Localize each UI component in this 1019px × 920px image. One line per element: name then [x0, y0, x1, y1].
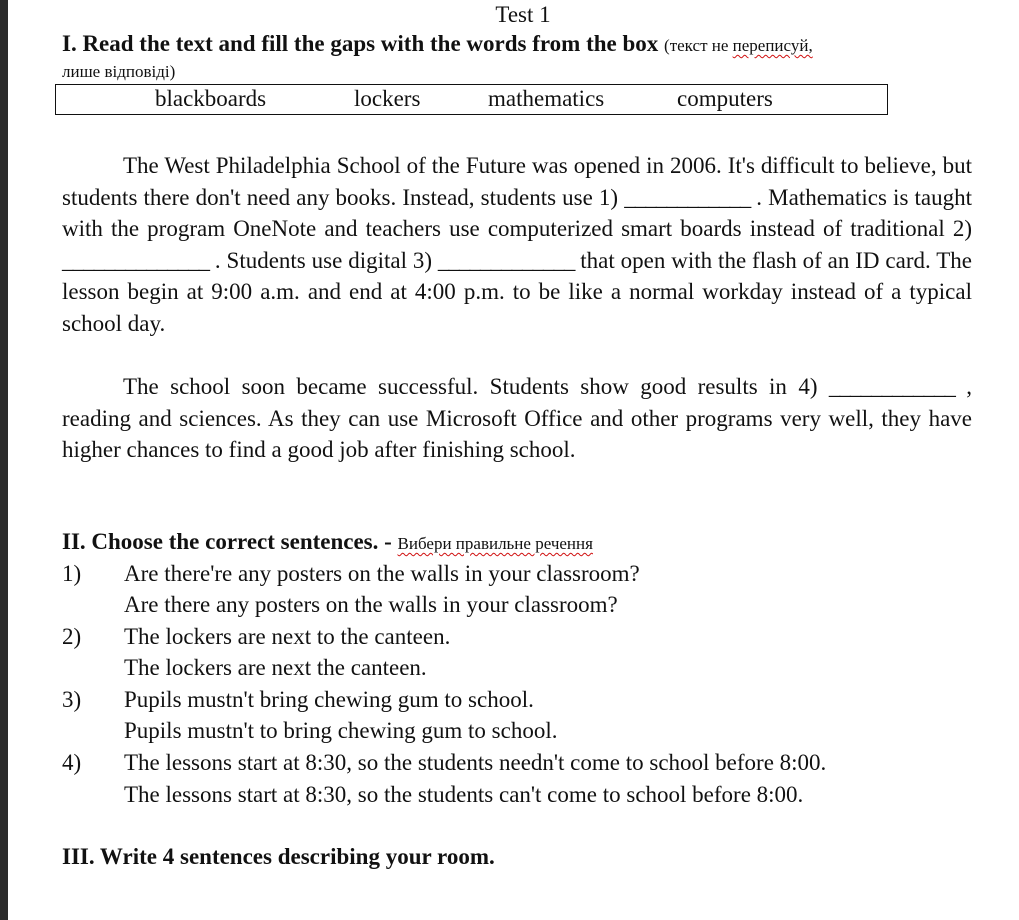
paragraph-text: , reading and sciences. As they can use Microsoft Office and other programs very well, they have higher chances to find a good job after finishing school. — [62, 374, 973, 462]
choice-option-b: Are there any posters on the walls in your classroom? — [124, 592, 618, 617]
choice-number: 3) — [62, 687, 82, 712]
reading-paragraph-1 — [62, 150, 972, 339]
section2-heading — [62, 529, 593, 555]
paragraph-text: . Students use digital 3) — [209, 247, 438, 273]
section1-note — [664, 36, 813, 55]
choice-number: 2) — [62, 624, 82, 649]
word-box-item: mathematics — [488, 86, 605, 111]
gap-3-blank: _____________ — [437, 247, 575, 273]
choice-number: 1) — [62, 561, 82, 586]
choice-option-a: Pupils mustn't bring chewing gum to school. — [124, 687, 534, 712]
paragraph-text: The school soon became successful. Students show good results in 4) — [123, 374, 829, 399]
paragraph-text: . Mathematics is taught with the program OneNote and teachers use computerized smart boards instead of traditional 2) — [62, 184, 972, 241]
section1-note-line2: лише відповіді) — [62, 62, 176, 81]
section2-heading-text: II. Choose the correct sentences. - — [62, 529, 398, 554]
test-title: Test 1 — [495, 2, 551, 27]
choice-number: 4) — [62, 750, 82, 775]
word-box — [55, 84, 888, 115]
section3-heading: III. Write 4 sentences describing your room. — [62, 844, 495, 869]
word-box-item: blackboards — [155, 86, 267, 111]
word-box-item: lockers — [354, 86, 421, 111]
choice-option-a: The lessons start at 8:30, so the students needn't come to school before 8:00. — [124, 750, 827, 775]
choice-option-b: The lockers are next the canteen. — [124, 655, 427, 680]
word-box-item: computers — [677, 86, 773, 111]
reading-paragraph-2 — [62, 371, 972, 466]
section1-note-part1: (текст не — [664, 36, 733, 55]
choice-option-a: Are there're any posters on the walls in your classroom? — [124, 561, 640, 586]
choice-option-b: The lessons start at 8:30, so the students can't come to school before 8:00. — [124, 782, 804, 807]
choice-option-b: Pupils mustn't to bring chewing gum to school. — [124, 718, 558, 743]
choice-option-a: The lockers are next to the canteen. — [124, 624, 451, 649]
section1-note-part2: переписуй, — [732, 36, 813, 55]
section1-heading — [62, 31, 813, 57]
document-page — [8, 0, 1019, 920]
paragraph-text: that open with the flash of an ID card. The lesson begin at 9:00 a.m. and end at 4:00 p.m. to be like a normal workday instead of a typical school day. — [62, 247, 972, 336]
gap-1-blank: ____________ — [624, 184, 751, 210]
gap-4-blank: ____________ — [828, 374, 955, 399]
section1-heading-text: I. Read the text and fill the gaps with the words from the box — [62, 31, 659, 56]
section2-subnote: Вибери правильне речення — [397, 534, 593, 553]
paragraph-text: The West Philadelphia School of the Future was opened in 2006. It's difficult to believe, but students there don't need any books. Instead, students use 1) — [62, 153, 972, 210]
gap-2-blank: ______________ — [62, 247, 209, 273]
